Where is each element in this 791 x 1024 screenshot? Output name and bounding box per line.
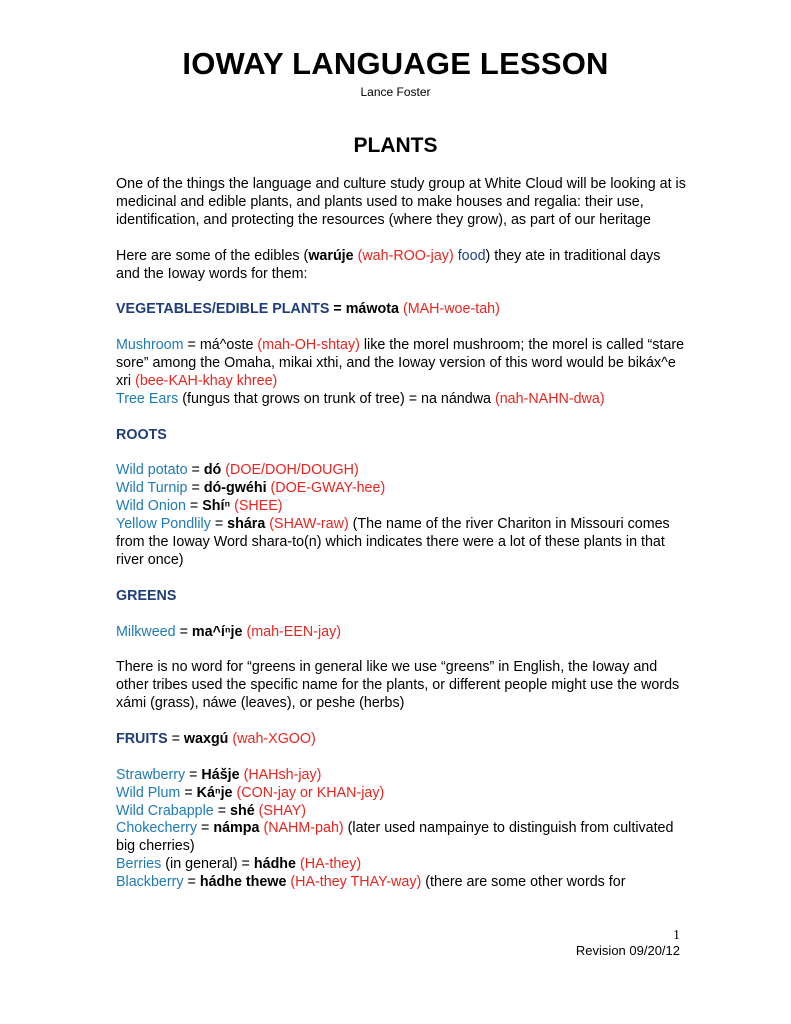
pronunciation: (wah-ROO-jay) [357, 247, 454, 264]
entry-berries: Berries (in general) = hádhe (HA-they) [116, 856, 362, 873]
entry-fruit: Strawberry = Hášje (HAHsh-jay) [116, 766, 322, 783]
vegetables-heading: VEGETABLES/EDIBLE PLANTS = máwota (MAH-woe-tah) [116, 301, 500, 318]
entry-root: Wild Onion = Shíⁿ (SHEE) [116, 498, 283, 515]
revision-date: Revision 09/20/12 [575, 943, 680, 958]
entry-mushroom: Mushroom = má^oste (mah-OH-shtay) like the morel mushroom; the morel is called “stare sore” among the Omaha, mikai xthi, and the Ioway version of this word would be bikáx^e xri (bee-KAH-khay khree) [116, 337, 685, 389]
entry-tree-ears: Tree Ears (fungus that grows on trunk of tree) = na nándwa (nah-NAHN-dwa) [116, 390, 605, 407]
english-name: Mushroom [116, 337, 184, 354]
english-name: Tree Ears [116, 390, 179, 407]
page-number: 1 [673, 928, 680, 943]
lesson-body [116, 176, 686, 892]
ioway-word: máwota [345, 301, 399, 318]
entry-root: Wild Turnip = dó-gwéhi (DOE-GWAY-hee) [116, 480, 386, 497]
entry-chokecherry: Chokecherry = námpa (NAHM-pah) (later used nampainye to distinguish from cultivated big cherries) [116, 820, 674, 855]
greens-note: There is no word for “greens in general like we use “greens” in English, the Ioway and other tribes used the specific name for the plants, or different people might use the words xámi (grass), náwe (leaves), or peshe (herbs) [116, 659, 680, 712]
greens-heading: GREENS [116, 587, 177, 604]
english-gloss: food [457, 247, 486, 264]
entry-root: Wild potato = dó (DOE/DOH/DOUGH) [116, 462, 359, 479]
section-title: PLANTS [353, 134, 438, 157]
roots-heading: ROOTS [116, 426, 167, 443]
pronunciation: (MAH-woe-tah) [402, 301, 500, 318]
entry-pondlily: Yellow Pondlily = shára (SHAW-raw) (The name of the river Chariton in Missouri comes from the Ioway Word shara-to(n) which indicates there were a lot of these plants in that river once) [116, 516, 670, 568]
edibles-paragraph: Here are some of the edibles (warúje (wah-ROO-jay) food) they ate in traditional days and the Ioway words for them: [116, 247, 661, 282]
author-name: Lance Foster [360, 85, 431, 99]
pronunciation: (nah-NAHN-dwa) [494, 390, 605, 407]
fruits-heading: FRUITS = waxgú (wah-XGOO) [116, 730, 316, 747]
intro-paragraph: One of the things the language and culture study group at White Cloud will be looking at is medicinal and edible plants, and plants used to make houses and regalia: their use, identification, and protecting the resources (where they grow), as part of our heritage [116, 176, 686, 228]
document-title: IOWAY LANGUAGE LESSON [182, 46, 609, 81]
entry-fruit: Wild Plum = Káⁿje (CON-jay or KHAN-jay) [116, 784, 385, 801]
pronunciation: (bee-KAH-khay khree) [135, 372, 278, 389]
ioway-word: warúje [308, 247, 354, 264]
entry-blackberry: Blackberry = hádhe thewe (HA-they THAY-way) (there are some other words for [116, 874, 626, 891]
entry-fruit: Wild Crabapple = shé (SHAY) [116, 802, 307, 819]
entry-milkweed: Milkweed = ma^íⁿje (mah-EEN-jay) [116, 623, 341, 640]
pronunciation: (mah-OH-shtay) [257, 337, 360, 354]
